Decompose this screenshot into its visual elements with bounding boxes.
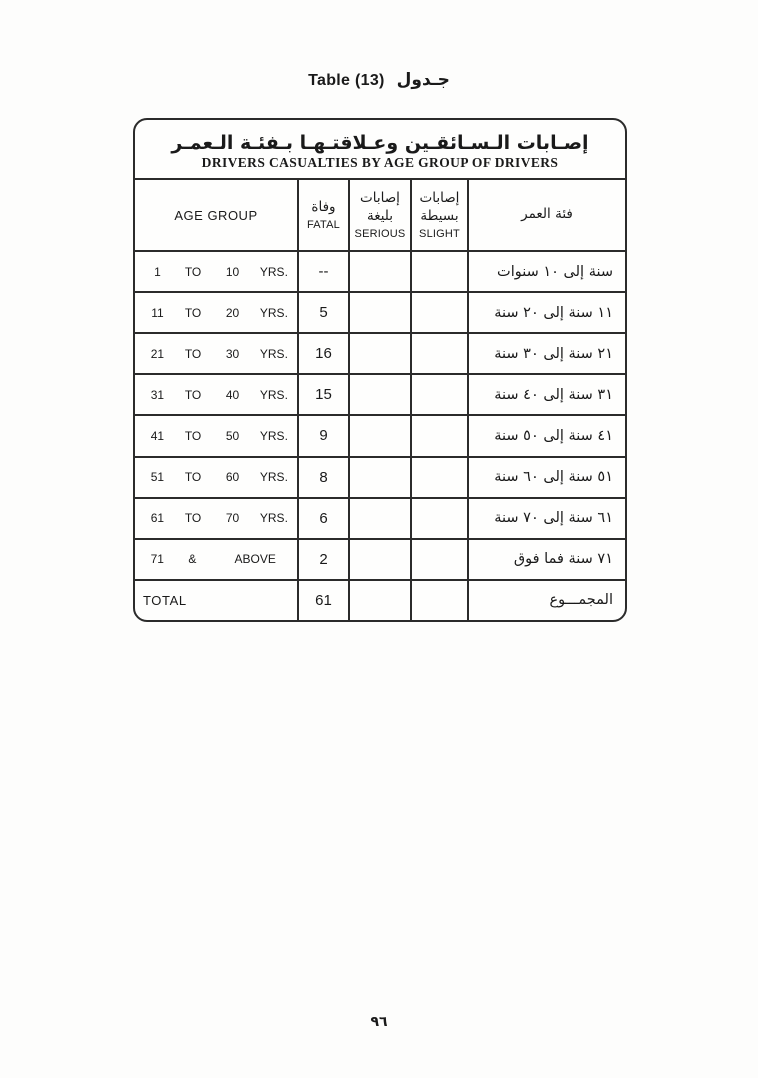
fatal-cell: --: [299, 252, 350, 291]
header-slight-english: SLIGHT: [419, 227, 460, 240]
header-fatal-english: FATAL: [307, 218, 340, 231]
age-to: 10: [225, 264, 240, 279]
serious-cell: [350, 252, 412, 291]
fatal-cell: 9: [299, 416, 350, 455]
header-serious-arabic-1: إصابات: [360, 190, 400, 207]
table-row-51-60: [135, 456, 625, 497]
header-fatal-arabic: وفاة: [311, 199, 336, 216]
slight-cell: [412, 334, 469, 373]
age-from: 11: [151, 305, 164, 320]
age-suffix: YRS.: [259, 264, 288, 279]
fatal-cell: 6: [299, 499, 350, 538]
table-row-11-20: [135, 291, 625, 332]
fatal-cell: 15: [299, 375, 350, 414]
age-from: 51: [150, 470, 165, 485]
age-cell: [135, 416, 299, 455]
table-row-31-40: [135, 373, 625, 414]
table-row-1-10: [135, 250, 625, 291]
page-title-en: Table (13): [308, 72, 385, 89]
page-title-ar: جـدول: [396, 70, 450, 90]
age-cell: [135, 293, 299, 332]
age-from: 31: [150, 387, 165, 402]
age-cell: [135, 458, 299, 497]
age-to: 70: [225, 511, 240, 526]
total-serious-cell: [350, 581, 412, 620]
age-arabic-cell: ٤١ سنة إلى ٥٠ سنة: [494, 427, 613, 444]
total-label-cell: [135, 581, 299, 620]
page-title: [0, 70, 758, 90]
age-arabic-cell: سنة إلى ١٠ سنوات: [497, 263, 613, 280]
age-suffix: YRS.: [259, 470, 288, 485]
table-row-61-70: [135, 497, 625, 538]
age-suffix: YRS.: [259, 346, 288, 361]
header-slight-arabic-2: بسيطة: [420, 208, 459, 224]
table-title-english: DRIVERS CASUALTIES BY AGE GROUP OF DRIVERS: [201, 154, 559, 170]
age-from: 61: [150, 511, 165, 526]
age-conj: TO: [184, 305, 202, 320]
table-row-21-30: [135, 332, 625, 373]
header-age-group-arabic-label: فئة العمر: [521, 206, 573, 223]
fatal-cell: 8: [299, 458, 350, 497]
age-conj: TO: [184, 470, 202, 485]
age-from: 71: [150, 552, 164, 567]
age-suffix: YRS.: [259, 305, 288, 320]
age-arabic-cell: ٢١ سنة إلى ٣٠ سنة: [494, 345, 613, 362]
age-arabic-cell: ٥١ سنة إلى ٦٠ سنة: [494, 469, 613, 486]
age-to: 50: [225, 428, 240, 443]
age-cell: [135, 334, 299, 373]
page-number: ٩٦: [370, 1014, 388, 1030]
casualties-table: [133, 118, 627, 622]
fatal-cell: 2: [299, 540, 350, 579]
total-fatal-cell: 61: [299, 581, 350, 620]
serious-cell: [350, 416, 412, 455]
serious-cell: [350, 540, 412, 579]
slight-cell: [412, 293, 469, 332]
age-arabic-cell: ٣١ سنة إلى ٤٠ سنة: [494, 386, 613, 403]
age-arabic-cell: ١١ سنة إلى ٢٠ سنة: [494, 304, 613, 321]
serious-cell: [350, 334, 412, 373]
age-suffix: YRS.: [259, 511, 288, 526]
total-slight-cell: [412, 581, 469, 620]
age-cell: [135, 499, 299, 538]
age-to: 20: [225, 305, 240, 320]
age-from: 1: [154, 264, 161, 279]
serious-cell: [350, 293, 412, 332]
fatal-cell: 5: [299, 293, 350, 332]
age-arabic-cell: ٦١ سنة إلى ٧٠ سنة: [494, 510, 613, 527]
total-arabic-cell: المجمـــوع: [549, 592, 613, 609]
slight-cell: [412, 499, 469, 538]
age-conj: TO: [184, 387, 202, 402]
serious-cell: [350, 499, 412, 538]
age-conj: TO: [184, 511, 202, 526]
age-to: 60: [225, 470, 240, 485]
slight-cell: [412, 458, 469, 497]
fatal-cell: 16: [299, 334, 350, 373]
age-conj: &: [188, 552, 197, 567]
header-serious-arabic-2: بليغة: [366, 208, 394, 224]
age-to: 40: [225, 387, 240, 402]
age-suffix: YRS.: [259, 387, 288, 402]
age-arabic-cell: ٧١ سنة فما فوق: [513, 551, 613, 568]
age-conj: TO: [184, 264, 202, 279]
slight-cell: [412, 252, 469, 291]
header-serious-english: SERIOUS: [354, 227, 406, 240]
age-cell: [135, 375, 299, 414]
header-slight-arabic-1: إصابات: [419, 190, 460, 207]
slight-cell: [412, 375, 469, 414]
table-header-row: [135, 178, 625, 250]
age-conj: TO: [184, 428, 202, 443]
table-title-block: [135, 120, 625, 178]
slight-cell: [412, 416, 469, 455]
table-title-arabic: إصـابات الـسـائقـين وعـلاقتـهـا بـفئـة الـعمـر: [171, 131, 589, 154]
table-row-41-50: [135, 414, 625, 455]
age-from: 21: [150, 346, 165, 361]
total-label: TOTAL: [143, 592, 187, 608]
header-age-group-arabic: [469, 180, 625, 250]
age-suffix: YRS.: [259, 428, 288, 443]
header-slight: [412, 180, 469, 250]
header-age-group-label: AGE GROUP: [174, 207, 258, 223]
age-above-label: ABOVE: [234, 552, 276, 567]
age-cell: [135, 252, 299, 291]
table-row-71-above: [135, 538, 625, 579]
serious-cell: [350, 458, 412, 497]
slight-cell: [412, 540, 469, 579]
age-cell: [135, 540, 299, 579]
header-fatal: [299, 180, 350, 250]
header-serious: [350, 180, 412, 250]
age-conj: TO: [184, 346, 202, 361]
serious-cell: [350, 375, 412, 414]
age-to: 30: [225, 346, 240, 361]
age-from: 41: [150, 428, 165, 443]
header-age-group: [135, 180, 299, 250]
table-total-row: [135, 579, 625, 620]
